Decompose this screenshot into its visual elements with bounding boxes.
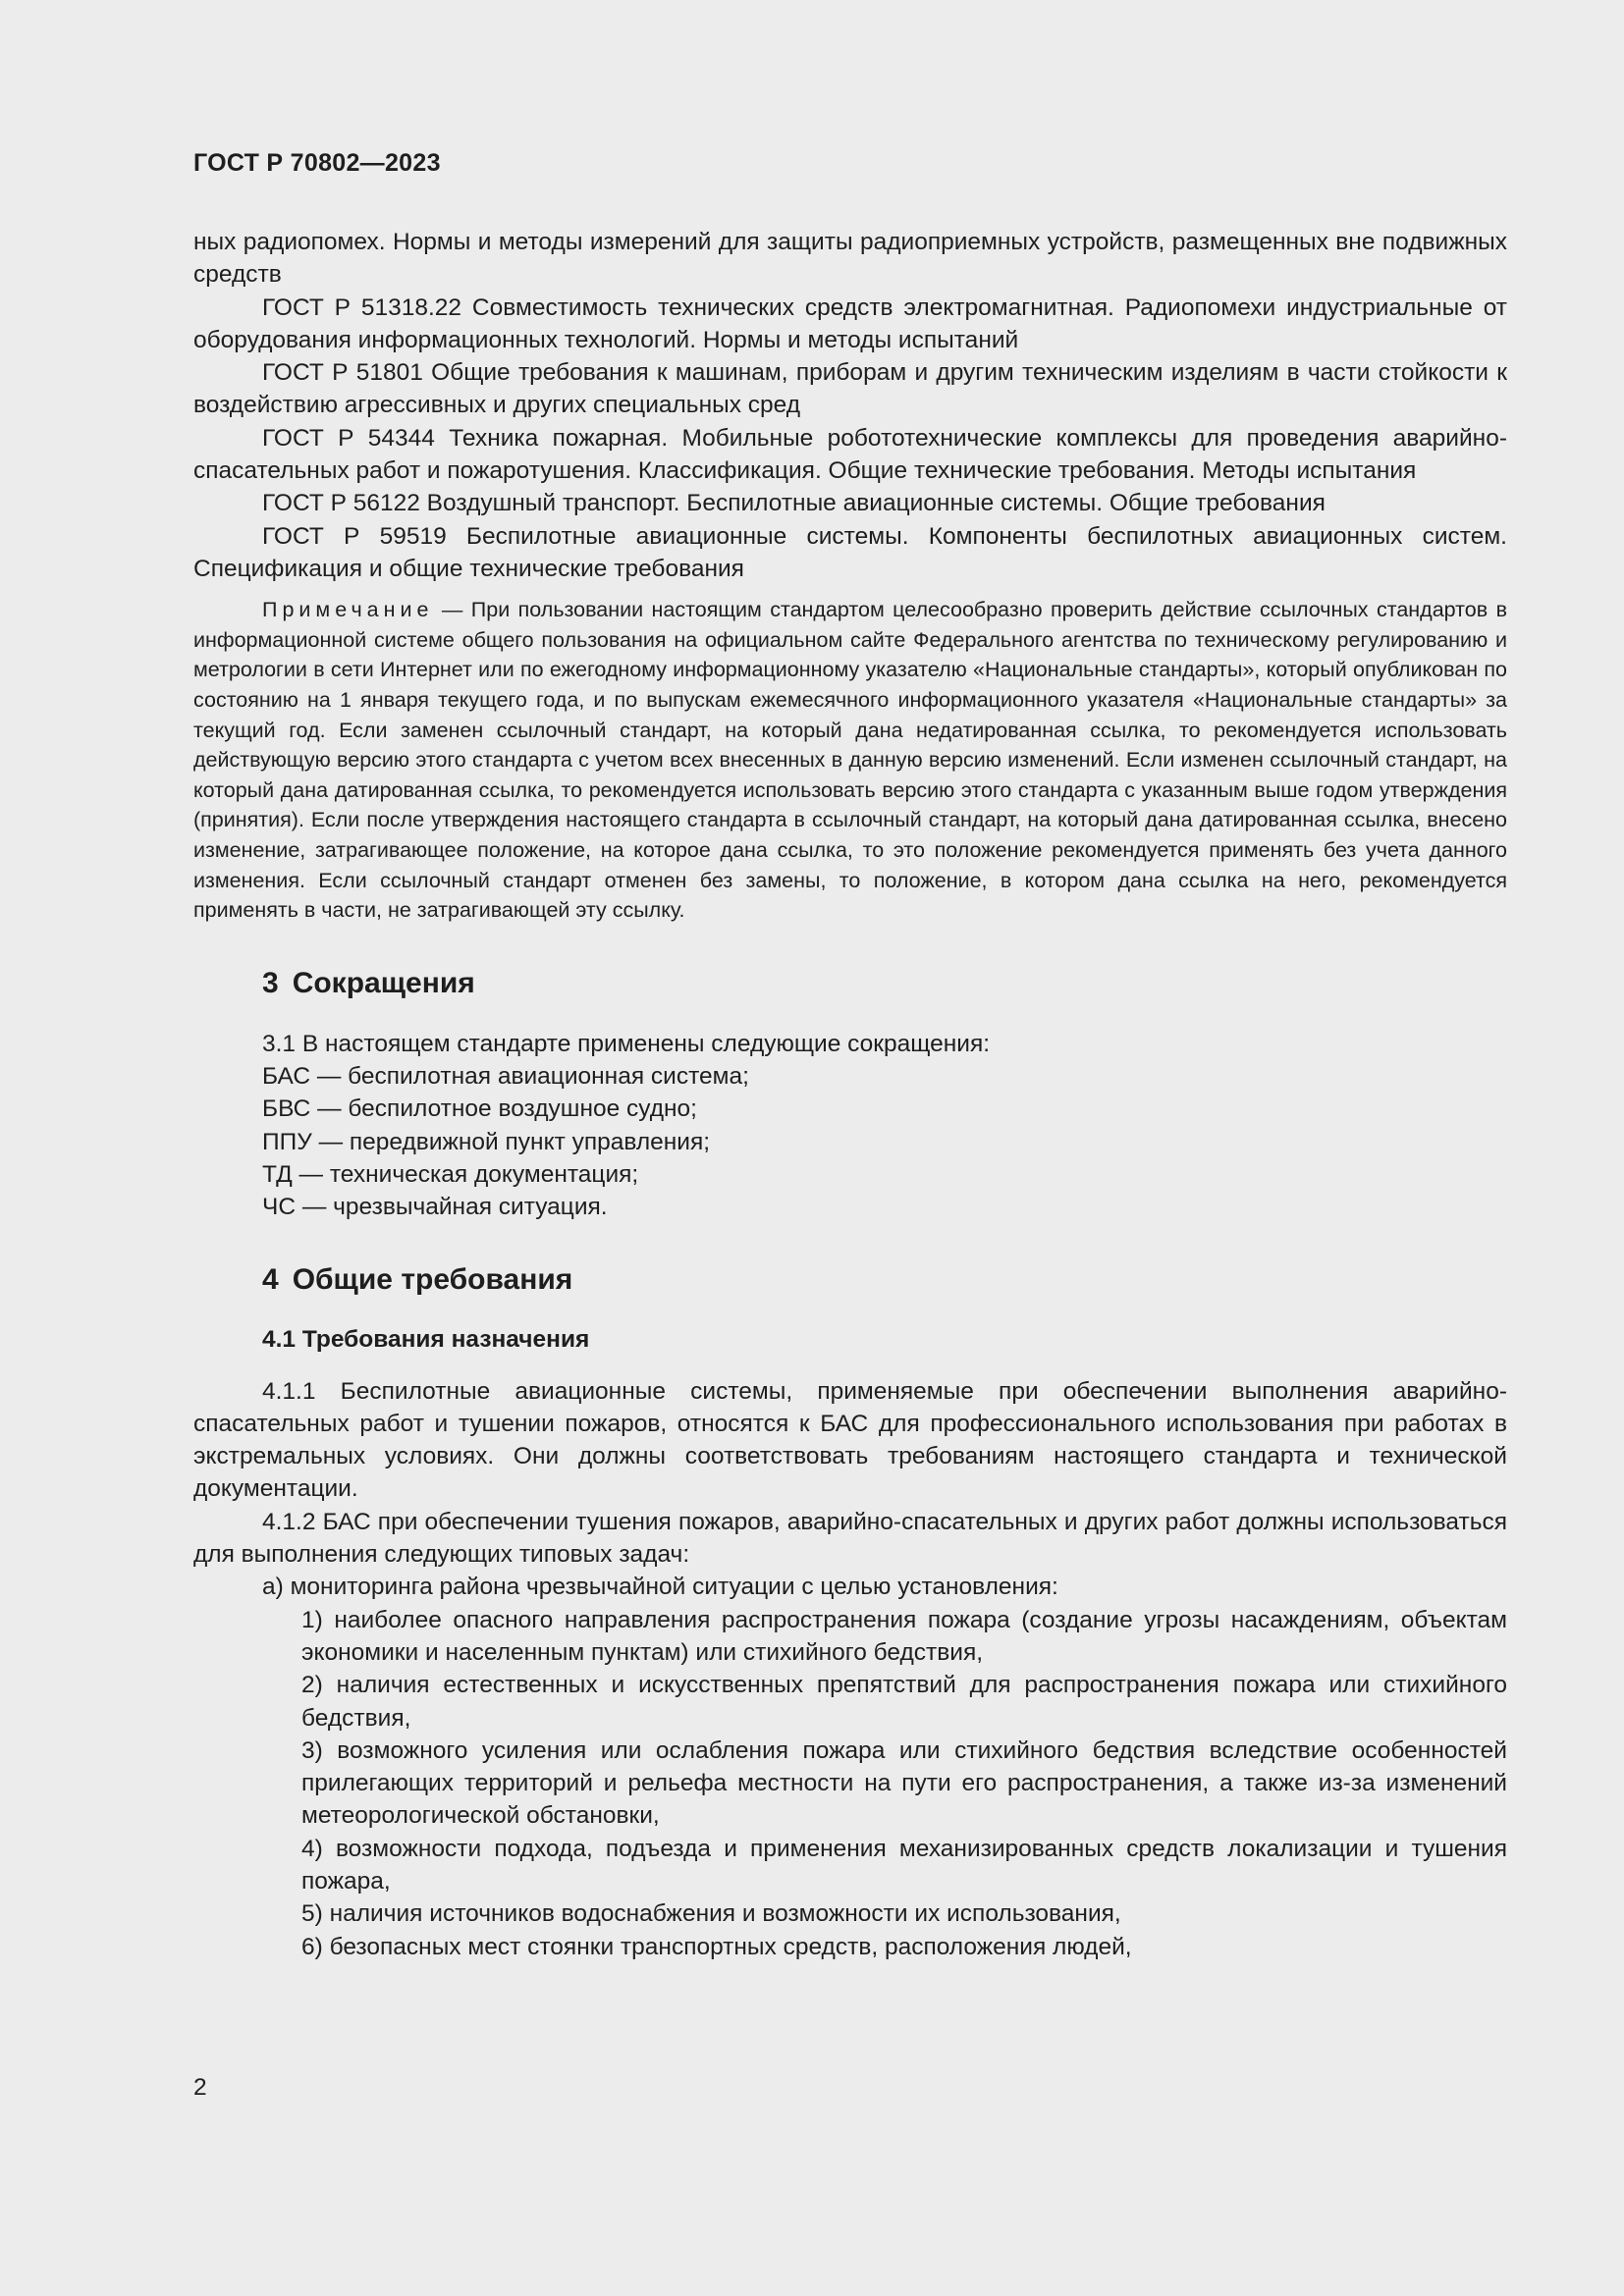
clause-4-1-2: 4.1.2 БАС при обеспечении тушения пожаров, аварийно-спасательных и других работ должны использоваться для выполнения следующих типовых задач: <box>193 1508 1507 1569</box>
section-3-heading <box>193 967 1507 1000</box>
abbreviation-item: ТД — техническая документация; <box>262 1160 639 1188</box>
reference-item: ГОСТ Р 59519 Беспилотные авиационные системы. Компоненты беспилотных авиационных систем. Спецификация и общие технические требования <box>193 522 1507 582</box>
sub-list-item: 4) возможности подхода, подъезда и применения механизированных средств локализации и тушения пожара, <box>301 1835 1507 1896</box>
section-4-heading <box>193 1263 1507 1297</box>
abbreviations-block <box>193 1028 1507 1224</box>
note-label: Примечание <box>262 598 434 622</box>
subsection-4-1-heading: 4.1 Требования назначения <box>262 1325 590 1353</box>
sub-list-item: 3) возможного усиления или ослабления пожара или стихийного бедствия вследствие особенностей прилегающих территорий и рельефа местности на пути его распространения, а также из-за изменений метеорологической обстановки, <box>301 1736 1507 1830</box>
note-paragraph <box>193 595 1507 926</box>
abbreviation-item: ЧС — чрезвычайная ситуация. <box>262 1194 608 1221</box>
abbreviation-item: БВС — беспилотное воздушное судно; <box>262 1095 697 1123</box>
clause-4-1-1: 4.1.1 Беспилотные авиационные системы, применяемые при обеспечении выполнения аварийно-спасательных работ и тушении пожаров, относятся к БАС для профессионального использования при работах в экстремальных условиях. Они должны соответствовать требованиям настоящего стандарта и технической документации. <box>193 1377 1507 1503</box>
sub-list-item: 6) безопасных мест стоянки транспортных средств, расположения людей, <box>301 1933 1132 1960</box>
abbreviations-intro: 3.1 В настоящем стандарте применены следующие сокращения: <box>262 1030 991 1057</box>
sub-list-item: 1) наиболее опасного направления распространения пожара (создание угрозы насаждениям, объектам экономики и населенным пунктам) или стихийного бедствия, <box>301 1606 1507 1666</box>
section-title: Сокращения <box>292 966 475 999</box>
page-number: 2 <box>193 2074 207 2101</box>
document-body <box>193 226 1507 1963</box>
note-text: — При пользовании настоящим стандартом целесообразно проверить действие ссылочных стандартов в информационной системе общего пользования на официальном сайте Федерального агентства по техническому регулированию и метрологии в сети Интернет или по ежегодному информационному указателю «Национальные стандарты», который опубликован по состоянию на 1 января текущего года, и по выпускам ежемесячного информационного указателя «Национальные стандарты» за текущий год. Если заменен ссылочный стандарт, на который дана недатированная ссылка, то рекомендуется использовать действующую версию этого стандарта с учетом всех внесенных в данную версию изменений. Если изменен ссылочный стандарт, на который дана датированная ссылка, то рекомендуется использовать версию этого стандарта с указанным выше годом утверждения (принятия). Если после утверждения настоящего стандарта в ссылочный стандарт, на который дана датированная ссылка, внесено изменение, затрагивающее положение, на которое дана ссылка, то это положение рекомендуется применять без учета данного изменения. Если ссылочный стандарт отменен без замены, то положение, в котором дана ссылка на него, рекомендуется применять в части, не затрагивающей эту ссылку. <box>193 598 1507 923</box>
reference-item: ГОСТ Р 51801 Общие требования к машинам, приборам и другим техническим изделиям в части стойкости к воздействию агрессивных и других специальных сред <box>193 359 1507 419</box>
section-number: 3 <box>262 966 279 999</box>
sub-list-item: 5) наличия источников водоснабжения и возможности их использования, <box>301 1900 1121 1928</box>
sub-list-item: 2) наличия естественных и искусственных препятствий для распространения пожара или стихийного бедствия, <box>301 1672 1507 1732</box>
section-title: Общие требования <box>292 1262 573 1296</box>
section-4-body <box>193 1375 1507 1963</box>
document-header: ГОСТ Р 70802—2023 <box>193 149 441 177</box>
reference-item: ГОСТ Р 54344 Техника пожарная. Мобильные робототехнические комплексы для проведения аварийно-спасательных работ и пожаротушения. Классификация. Общие технические требования. Методы испытания <box>193 424 1507 485</box>
section-number: 4 <box>262 1262 279 1296</box>
list-item-a: а) мониторинга района чрезвычайной ситуации с целью установления: <box>262 1574 1058 1601</box>
abbreviation-item: БАС — беспилотная авиационная система; <box>262 1063 749 1091</box>
abbreviation-item: ППУ — передвижной пункт управления; <box>262 1128 711 1155</box>
reference-continuation: ных радиопомех. Нормы и методы измерений для защиты радиоприемных устройств, размещенных вне подвижных средств <box>193 229 1507 289</box>
reference-item: ГОСТ Р 56122 Воздушный транспорт. Беспилотные авиационные системы. Общие требования <box>262 490 1326 517</box>
reference-item: ГОСТ Р 51318.22 Совместимость технических средств электромагнитная. Радиопомехи индустриальные от оборудования информационных технологий. Нормы и методы испытаний <box>193 294 1507 353</box>
